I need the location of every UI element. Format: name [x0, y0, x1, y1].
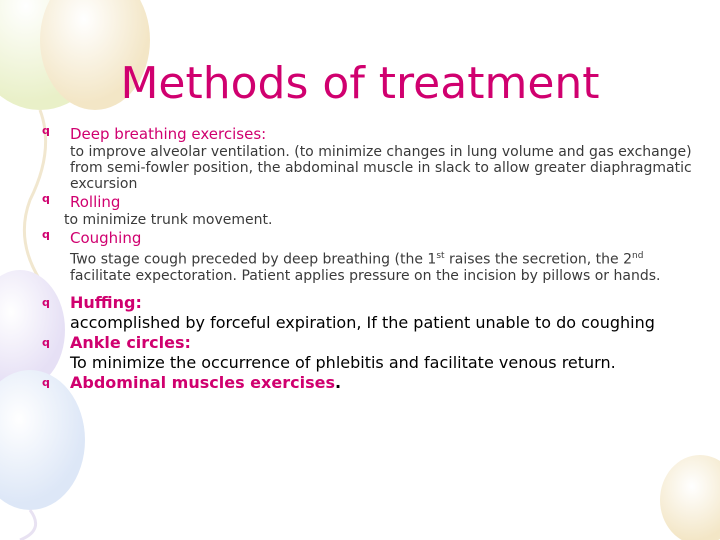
item-body — [48, 248, 698, 284]
bullet-icon: q — [42, 335, 50, 349]
item-heading: Ankle circles: — [70, 332, 191, 352]
bullet-icon: q — [42, 295, 50, 309]
item-body: accomplished by forceful expiration, If the patient unable to do coughing — [70, 312, 655, 332]
list-item — [42, 124, 698, 192]
bullet-icon: q — [42, 375, 50, 389]
body-text: facilitate expectoration. Patient applies pressure on the incision by pillows or hands. — [70, 267, 661, 284]
item-body: to minimize trunk movement. — [64, 212, 273, 228]
slide-title: Methods of treatment — [120, 58, 600, 109]
trailing-period: . — [334, 372, 342, 392]
treatment-list — [42, 124, 698, 394]
item-heading: Rolling — [70, 193, 121, 211]
superscript: nd — [632, 251, 644, 261]
item-heading — [48, 372, 698, 394]
heading-text: Abdominal muscles exercises — [70, 372, 335, 392]
item-body: To minimize the occurrence of phlebitis and facilitate venous return. — [70, 352, 616, 372]
body-text: raises the secretion, the 2 — [444, 251, 632, 268]
item-heading: Coughing — [70, 229, 142, 247]
superscript: st — [436, 251, 445, 261]
item-heading: Huffing: — [70, 292, 142, 312]
bullet-icon: q — [42, 192, 50, 205]
list-item — [42, 292, 698, 332]
item-heading: Deep breathing exercises: — [70, 125, 267, 143]
list-item — [42, 332, 698, 372]
body-text: Two stage cough preceded by deep breathing (the 1 — [70, 251, 437, 268]
list-item — [42, 192, 698, 228]
list-item — [42, 372, 698, 394]
list-item — [42, 228, 698, 284]
item-body: to improve alveolar ventilation. (to minimize changes in lung volume and gas exchange) from semi-fowler position, the abdominal muscle in slack to allow greater diaphragmatic excursion — [70, 144, 692, 192]
bullet-icon: q — [42, 124, 50, 137]
bullet-icon: q — [42, 228, 50, 241]
